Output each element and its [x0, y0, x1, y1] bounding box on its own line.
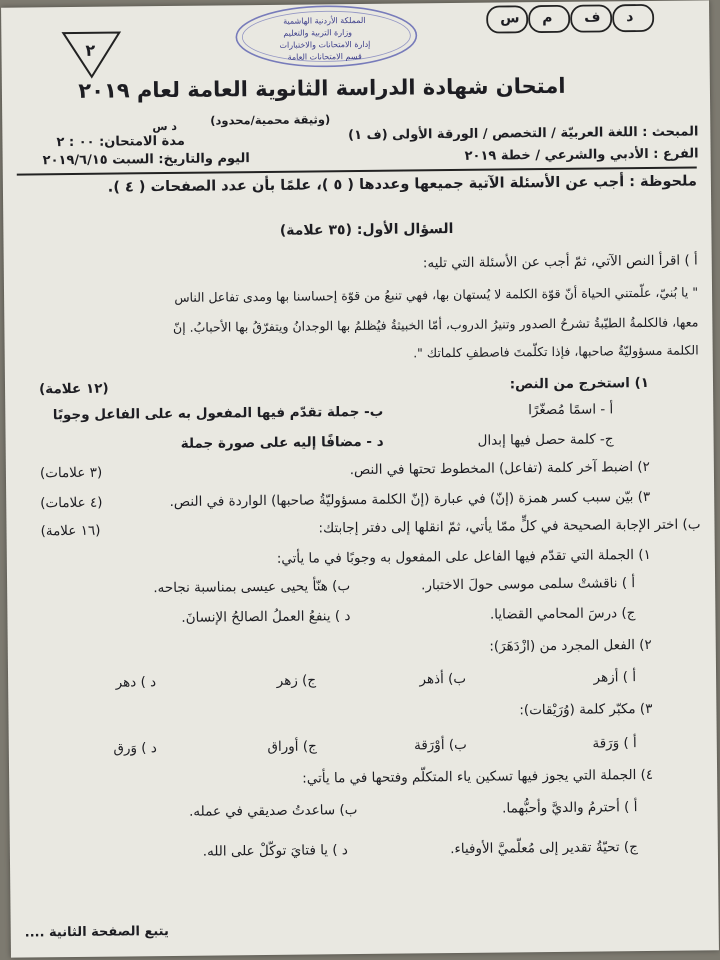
b1-option-d: د ) ينفعُ العملُ الصالحُ الإنسانَ. — [181, 608, 351, 626]
box-label-1: د — [626, 9, 634, 26]
part-a-intro: أ ) اقرأ النص الآتي، ثمّ أجب عن الأسئلة التي تليه: — [422, 252, 698, 272]
exam-duration: مدة الامتحان: ٠٠ : ٢ — [56, 133, 185, 151]
b3-option-a: أ ) وَرَقة — [592, 735, 637, 752]
exam-note: ملحوظة : أجب عن الأسئلة الآتية جميعها وعددها ( ٥ )، علمًا بأن عدد الصفحات ( ٤ ). — [107, 173, 697, 196]
b4-question: ٤) الجملة التي يجوز فيها تسكين ياء المتكلّم وفتحها في ما يأتي: — [302, 766, 654, 787]
b2-option-c: ج) زهر — [276, 672, 317, 689]
b2-option-b: ب) أذهر — [419, 670, 467, 688]
b3-option-b: ب) أوْرَقة — [413, 736, 467, 754]
passage-line-2: معها، فالكلمةُ الطيّبةُ تشرحُ الصدور وتنيرُ الدروب، أمّا الخبيثةُ فيُظلمُ بها الوجدانُ ويتفرّقُ بها الأحبابُ. إنّ — [172, 314, 699, 335]
seal-line-1: المملكة الأردنية الهاشمية — [283, 15, 366, 26]
b3-option-c: ج) أوراق — [267, 738, 317, 755]
seal-line-2: وزارة التربية والتعليم — [283, 28, 353, 38]
b1-option-b: ب) هنّأ يحيى عيسى بمناسبة نجاحه. — [153, 578, 351, 597]
b1-option-a: أ ) ناقشتْ سلمى موسى حولَ الاختبار. — [421, 575, 636, 594]
branch-line: الفرع : الأدبي والشرعي / خطة ٢٠١٩ — [464, 146, 699, 164]
b4-option-d: د ) يا فتايَ توكّلْ على الله. — [202, 842, 348, 860]
b4-option-b: ب) ساعدتُ صديقي في عمله. — [189, 802, 358, 820]
triangle-number: ٢ — [85, 40, 96, 60]
duration-units: د س — [152, 119, 178, 134]
b4-option-a: أ ) أحترمُ والديَّ وأحبُّهما. — [502, 799, 638, 817]
exam-paper — [1, 0, 719, 957]
a1-option-a: أ - اسمًا مُصغّرًا — [528, 401, 614, 419]
a1-option-b: ب- جملة تقدّم فيها المفعول به على الفاعل وجوبًا — [52, 403, 384, 424]
b2-question: ٢) الفعل المجرد من (ازْدَهَرَ): — [489, 636, 652, 655]
exam-title: امتحان شهادة الدراسة الثانوية العامة لعام ٢٠١٩ — [78, 73, 566, 103]
seal-line-4: قسم الامتحانات العامة — [287, 51, 362, 62]
a2-marks: (٣ علامات) — [39, 464, 103, 482]
part-b-intro: ب) اختر الإجابة الصحيحة في كلٍّ ممّا يأتي، ثمّ انقلها إلى دفتر إجابتك: — [318, 516, 701, 537]
b1-question: ١) الجملة التي تقدّم فيها الفاعل على المفعول به وجوبًا في ما يأتي: — [276, 546, 651, 567]
b4-option-c: ج) تحيّةُ تقدير إلى مُعلّميَّ الأوفياء. — [450, 839, 638, 858]
box-label-4: س — [500, 10, 520, 27]
a1-option-d: د - مضافًا إليه على صورة جملة — [180, 433, 384, 452]
a2-question: ٢) اضبط آخر كلمة (تفاعل) المخطوط تحتها في النص. — [349, 458, 650, 479]
a1-marks: (١٢ علامة) — [38, 380, 109, 398]
b1-option-c: ج) درسَ المحامي القضايا. — [489, 605, 636, 623]
b3-question: ٣) مكبّر كلمة (وُرَيْقات): — [519, 700, 653, 719]
subject-line: المبحث : اللغة العربيّة / التخصص / الورقة الأولى (ف ١) — [348, 124, 699, 144]
box-label-3: م — [542, 9, 553, 27]
b3-option-d: د ) وَرق — [113, 740, 157, 757]
b2-option-d: د ) دهر — [115, 674, 157, 691]
passage-line-3: الكلمة مسؤوليّةُ صاحبها، فإذا تكلّمتَ فاصطفِ كلماتك ". — [413, 342, 699, 361]
part-b-marks: (١٦ علامة) — [40, 522, 101, 540]
document-type: (وثيقة محمية/محدود) — [210, 112, 331, 128]
page-continuation-note: يتبع الصفحة الثانية .... — [24, 924, 169, 941]
a1-option-c: ج- كلمة حصل فيها إبدال — [477, 431, 614, 449]
a3-marks: (٤ علامات) — [40, 494, 103, 512]
a1-label: ١) استخرج من النص: — [509, 374, 650, 393]
seal-line-3: إدارة الامتحانات والاختبارات — [279, 39, 371, 50]
question-1-title: السؤال الأول: (٣٥ علامة) — [279, 221, 454, 239]
box-label-2: ف — [584, 9, 601, 26]
exam-date: اليوم والتاريخ: السبت ٢٠١٩/٦/١٥ — [42, 151, 250, 169]
passage-line-1: " يا بُنيّ، علّمتني الحياة أنّ قوّة الكلمة لا يُستهان بها، فهي تنبعُ من قوّة إحساسنا بها ومدى تفاعل الناس — [174, 284, 699, 305]
b2-option-a: أ ) أزهر — [593, 669, 637, 686]
a3-question: ٣) بيّن سبب كسر همزة (إنّ) في عبارة (إنّ الكلمة مسؤوليّةُ صاحبها) الواردة في النص. — [169, 488, 651, 510]
